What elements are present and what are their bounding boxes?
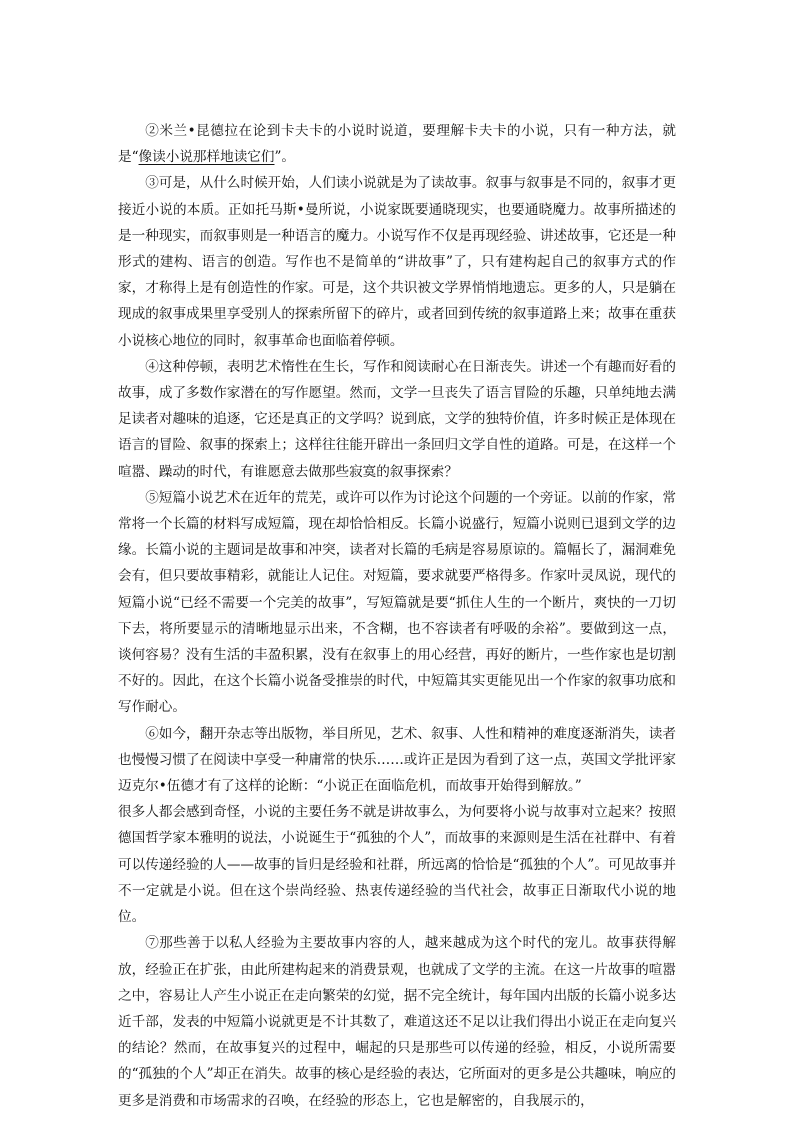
paragraph-3-text: ③可是，从什么时候开始，人们读小说就是为了读故事。叙事与叙事是不同的，叙事才更接近小说的本质。正如托马斯•曼所说，小说家既要通晓现实，也要通晓魔力。故事所描述的是一种现实，而叙事则是一种语言的魔力。小说写作不仅是再现经验、讲述故事，它还是一种形式的建构、语言的创造。写作也不是简单的“讲故事”了，只有建构起自己的叙事方式的作家，才称得上是有创造性的作家。可是，这个共识被文学界悄悄地遗忘。更多的人，只是躺在现成的叙事成果里享受别人的探索所留下的碎片，或者回到传统的叙事道路上来；故事在重获小说核心地位的同时，叙事革命也面临着停顿。 — [118, 175, 676, 349]
paragraph-2-text-b: ”。 — [274, 149, 296, 166]
paragraph-3 — [118, 170, 676, 353]
paragraph-4 — [118, 354, 676, 485]
paragraph-6 — [118, 721, 676, 800]
paragraph-2-underlined-quote: 像读小说那样地读它们 — [138, 149, 275, 166]
paragraph-6-continued — [118, 799, 676, 930]
paragraph-6-text: ⑥如今，翻开杂志等出版物，举目所见，艺术、叙事、人性和精神的难度逐渐消失，读者也慢慢习惯了在阅读中享受一种庸常的快乐……或许正是因为看到了这一点，英国文学批评家迈克尔•伍德才有了这样的论断：“小说正在面临危机，而故事开始得到解放。” — [118, 725, 676, 795]
paragraph-6-continued-text: 很多人都会感到奇怪，小说的主要任务不就是讲故事么，为何要将小说与故事对立起来？按照德国哲学家本雅明的说法，小说诞生于“孤独的个人”，而故事的来源则是生活在社群中、有着可以传递经验的人——故事的旨归是经验和社群，所远离的恰恰是“孤独的个人”。可见故事并不一定就是小说。但在这个崇尚经验、热衷传递经验的当代社会，故事正日渐取代小说的地位。 — [118, 804, 676, 926]
paragraph-4-text: ④这种停顿，表明艺术惰性在生长，写作和阅读耐心在日渐丧失。讲述一个有趣而好看的故事，成了多数作家潜在的写作愿望。然而，文学一旦丧失了语言冒险的乐趣，只单纯地去满足读者对趣味的追逐，它还是真正的文学吗？说到底，文学的独特价值，许多时候正是体现在语言的冒险、叙事的探索上；这样往往能开辟出一条回归文学自性的道路。可是，在这样一个喧嚣、躁动的时代，有谁愿意去做那些寂寞的叙事探索？ — [118, 358, 676, 480]
paragraph-5 — [118, 485, 676, 721]
paragraph-2-text-a: ②米兰•昆德拉在论到卡夫卡的小说时说道，要理解卡夫卡的小说，只有一种方法，就是“ — [118, 123, 676, 166]
paragraph-5-text: ⑤短篇小说艺术在近年的荒芜，或许可以作为讨论这个问题的一个旁证。以前的作家，常常将一个长篇的材料写成短篇，现在却恰恰相反。长篇小说盛行，短篇小说则已退到文学的边缘。长篇小说的主题词是故事和冲突，读者对长篇的毛病是容易原谅的。篇幅长了，漏洞难免会有，但只要故事精彩，就能让人记住。对短篇，要求就要严格得多。作家叶灵凤说，现代的短篇小说“已经不需要一个完美的故事”，写短篇就是要“抓住人生的一个断片，爽快的一刀切下去，将所要显示的清晰地显示出来，不含糊，也不容读者有呼吸的余裕”。要做到这一点，谈何容易？没有生活的丰盈积累，没有在叙事上的用心经营，再好的断片，一些作家也是切割不好的。因此，在这个长篇小说备受推崇的时代，中短篇其实更能见出一个作家的叙事功底和写作耐心。 — [118, 489, 676, 716]
paragraph-7-text: ⑦那些善于以私人经验为主要故事内容的人，越来越成为这个时代的宠儿。故事获得解放，经验正在扩张，由此所建构起来的消费景观，也就成了文学的主流。在这一片故事的喧嚣之中，容易让人产生小说正在走向繁荣的幻觉，据不完全统计，每年国内出版的长篇小说多达近千部，发表的中短篇小说就更是不计其数了，难道这还不足以让我们得出小说正在走向复兴的结论？然而，在故事复兴的过程中，崛起的只是那些可以传递的经验，相反，小说所需要的“孤独的个人”却正在消失。故事的核心是经验的表达，它所面对的更多是公共趣味，响应的更多是消费和市场需求的召唤，在经验的形态上，它也是解密的，自我展示的， — [118, 935, 676, 1109]
paragraph-7 — [118, 930, 676, 1113]
paragraph-2 — [118, 118, 676, 170]
